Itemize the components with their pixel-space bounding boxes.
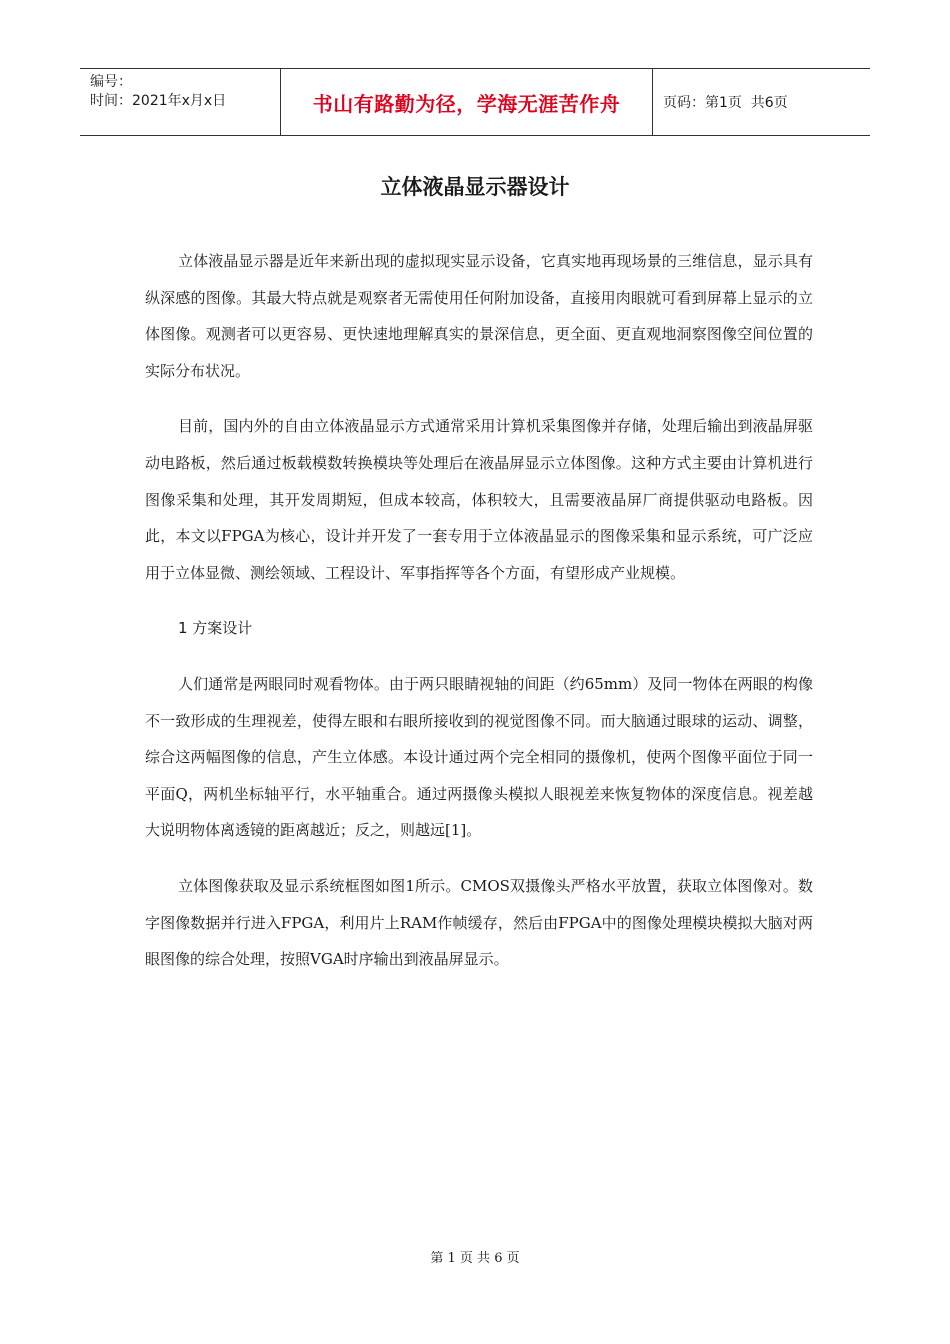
- header-meta-cell: [80, 69, 281, 135]
- paragraph-intro: 立体液晶显示器是近年来新出现的虚拟现实显示设备，它真实地再现场景的三维信息，显示具有纵深感的图像。其最大特点就是观察者无需使用任何附加设备，直接用肉眼就可看到屏幕上显示的立体图像。观测者可以更容易、更快速地理解真实的景深信息，更全面、更直观地洞察图像空间位置的实际分布状况。: [145, 252, 813, 380]
- paragraph-system: 立体图像获取及显示系统框图如图1所示。CMOS双摄像头严格水平放置，获取立体图像对。数字图像数据并行进入FPGA，利用片上RAM作帧缓存，然后由FPGA中的图像处理模块模拟大脑对两眼图像的综合处理，按照VGA时序输出到液晶屏显示。: [145, 876, 813, 969]
- paragraph-background: 目前，国内外的自由立体液晶显示方式通常采用计算机采集图像并存储，处理后输出到液晶屏驱动电路板，然后通过板载模数转换模块等处理后在液晶屏显示立体图像。这种方式主要由计算机进行图像采集和处理，其开发周期短，但成本较高，体积较大，且需要液晶屏厂商提供驱动电路板。因此，本文以FPGA为核心，设计并开发了一套专用于立体液晶显示的图像采集和显示系统，可广泛应用于立体显微、测绘领域、工程设计、军事指挥等各个方面，有望形成产业规模。: [145, 417, 813, 582]
- page-footer: 第 1 页 共 6 页: [430, 1251, 520, 1266]
- document-title: 立体液晶显示器设计: [380, 174, 570, 199]
- header-motto: 书山有路勤为径，学海无涯苦作舟: [281, 69, 653, 135]
- document-body: [145, 243, 813, 997]
- header-page-info: 页码：第1页 共6页: [663, 95, 788, 111]
- document-number-label: 编号：: [90, 74, 132, 90]
- section-heading: 1 方案设计: [178, 619, 253, 638]
- paragraph-principle: 人们通常是两眼同时观看物体。由于两只眼睛视轴的间距（约65mm）及同一物体在两眼的构像不一致形成的生理视差，使得左眼和右眼所接收到的视觉图像不同。而大脑通过眼球的运动、调整，综合这两幅图像的信息，产生立体感。本设计通过两个完全相同的摄像机，使两个图像平面位于同一平面Q，两机坐标轴平行，水平轴重合。通过两摄像头模拟人眼视差来恢复物体的深度信息。视差越大说明物体离透镜的距离越近；反之，则越远[1]。: [145, 674, 813, 840]
- document-date-label: 时间：2021年x月x日: [90, 93, 227, 109]
- document-header: [80, 68, 870, 136]
